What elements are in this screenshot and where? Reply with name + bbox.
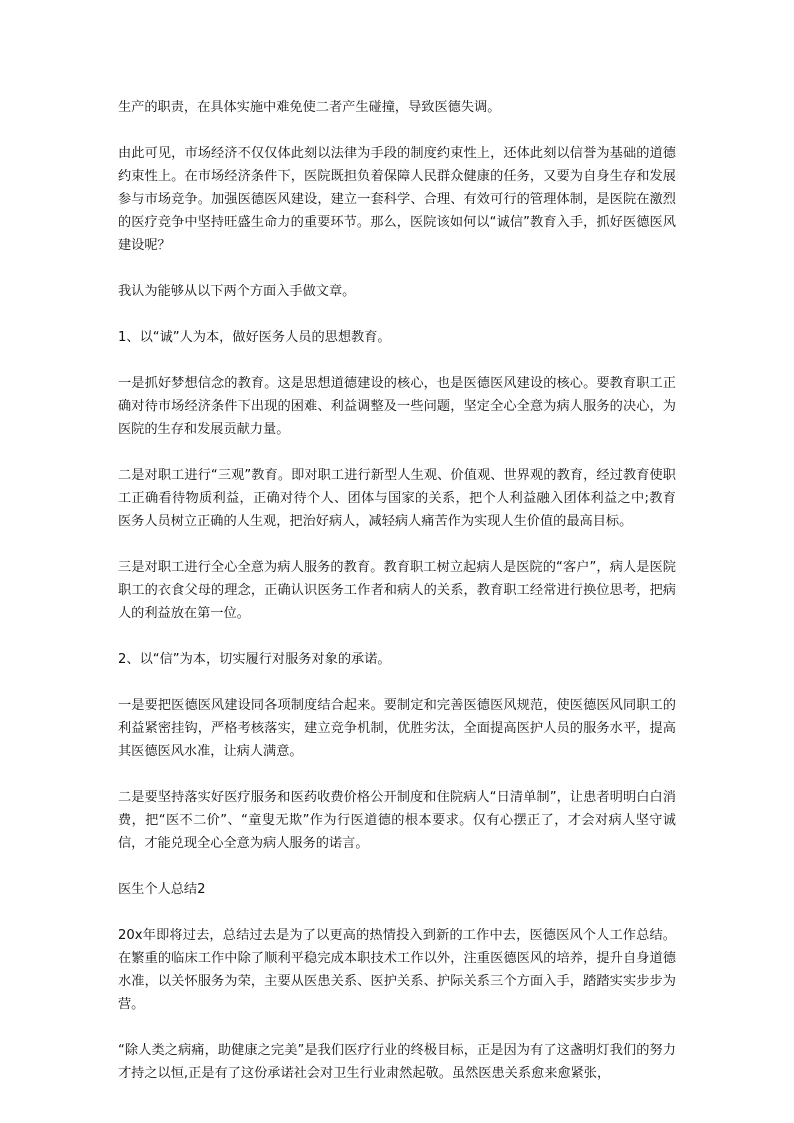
paragraph-ultimate-goal: “除人类之病痛，助健康之完美”是我们医疗行业的终极目标，正是因为有了这盏明灯我们的努力才持之以恒,正是有了这份承诺社会对卫生行业肃然起敬。虽然医患关系愈来愈紧张， [118,1043,676,1081]
paragraph-institutions: 一是要把医德医风建设同各项制度结合起来。要制定和完善医德医风规范，使医德医风同职工的利益紧密挂钩，严格考核落实，建立竞争机制，优胜劣汰，全面提高医护人员的服务水平，提高其医德医风水准，让病人满意。 [118,698,676,759]
section-title-summary-2: 医生个人总结2 [118,882,206,897]
section-heading-honesty: 1、以“诚”人为本，做好医务人员的思想教育。 [118,330,391,345]
paragraph-market-economy: 由此可见，市场经济不仅仅体此刻以法律为手段的制度约束性上，还体此刻以信誉为基础的道德约束性上。在市场经济条件下，医院既担负着保障人民群众健康的任务，又要为自身生存和发展参与市场竞争。加强医德医风建设，建立一套科学、合理、有效可行的管理体制，是医院在激烈的医疗竞争中坚持旺盛生命力的重要环节。那么，医院该如何以“诚信”教育入手，抓好医德医风建设呢？ [118,146,676,253]
paragraph-price-disclosure: 二是要坚持落实好医疗服务和医药收费价格公开制度和住院病人“日清单制”，让患者明明白白消费，把“医不二价”、“童叟无欺”作为行医道德的根本要求。仅有心摆正了，才会对病人坚守诚信，才能兑现全心全意为病人服务的诺言。 [118,790,676,851]
paragraph-serve-patients: 三是对职工进行全心全意为病人服务的教育。教育职工树立起病人是医院的“客户”，病人是医院职工的衣食父母的理念，正确认识医务工作者和病人的关系，教育职工经常进行换位思考，把病人的利益放在第一位。 [118,560,676,621]
paragraph-ideal-belief: 一是抓好梦想信念的教育。这是思想道德建设的核心，也是医德医风建设的核心。要教育职工正确对待市场经济条件下出现的困难、利益调整及一些问题，坚定全心全意为病人服务的决心，为医院的生存和发展贡献力量。 [118,376,676,437]
paragraph-continuation: 生产的职责，在具体实施中难免使二者产生碰撞，导致医德失调。 [118,100,501,115]
paragraph-two-aspects: 我认为能够从以下两个方面入手做文章。 [118,284,356,299]
paragraph-three-views: 二是对职工进行“三观”教育。即对职工进行新型人生观、价值观、世界观的教育，经过教育使职工正确看待物质利益，正确对待个人、团体与国家的关系，把个人利益融入团体利益之中;教育医务人员树立正确的人生观，把治好病人，减轻病人痛苦作为实现人生价值的最高目标。 [118,468,676,529]
paragraph-year-summary: 20x年即将过去，总结过去是为了以更高的热情投入到新的工作中去，医德医风个人工作总结。在繁重的临床工作中除了顺利平稳完成本职技术工作以外，注重医德医风的培养，提升自身道德水准，以关怀服务为荣，主要从医患关系、医护关系、护际关系三个方面入手，踏踏实实步步为营。 [118,928,676,1012]
section-heading-trust: 2、以“信”为本，切实履行对服务对象的承诺。 [118,652,391,667]
document-body [118,96,676,1108]
